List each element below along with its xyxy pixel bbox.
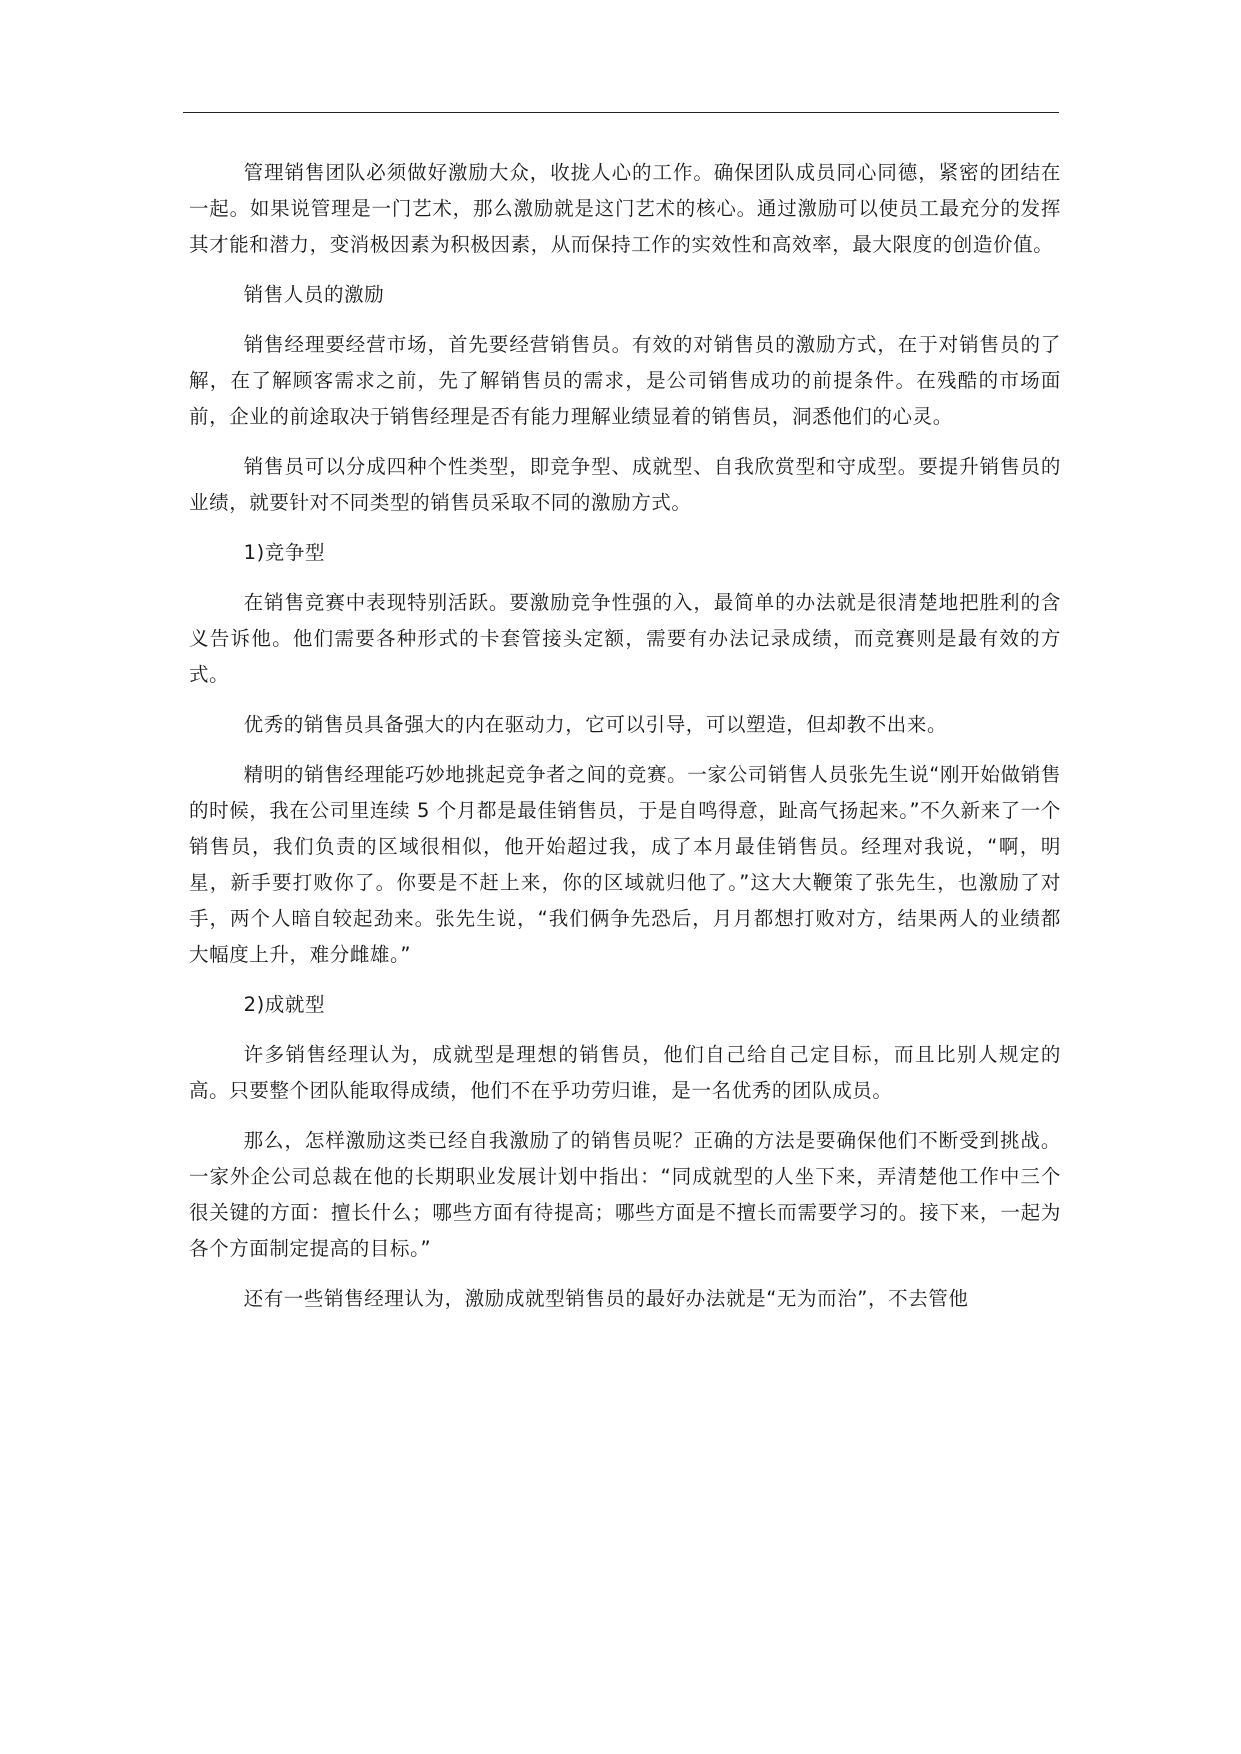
paragraph-laissez-faire: 还有一些销售经理认为，激励成就型销售员的最好办法就是“无为而治”，不去管他 <box>243 1287 969 1310</box>
paragraph-competition-story: 精明的销售经理能巧妙地挑起竞争者之间的竞赛。一家公司销售人员张先生说“刚开始做销售的时候，我在公司里连续 5 个月都是最佳销售员，于是自鸣得意，趾高气扬起来。”不久新来了一个销售员，我们负责的区域很相似，他开始超过我，成了本月最佳销售员。经理对我说，“啊，明星，新手要打败你了。你要是不赶上来，你的区域就归他了。”这大大鞭策了张先生，也激励了对手，两个人暗自较起劲来。张先生说，“我们俩争先恐后，月月都想打败对方，结果两人的业绩都大幅度上升，难分雌雄。” <box>189 763 1061 966</box>
paragraph-competitive-desc: 在销售竞赛中表现特别活跃。要激励竞争性强的入，最简单的办法就是很清楚地把胜利的含义告诉他。他们需要各种形式的卡套管接头定额，需要有办法记录成绩，而竞赛则是最有效的方式。 <box>189 591 1061 686</box>
document-body <box>189 155 1061 1331</box>
paragraph-achievement-desc: 许多销售经理认为，成就型是理想的销售员，他们自己给自己定目标，而且比别人规定的高。只要整个团队能取得成绩，他们不在乎功劳归谁，是一名优秀的团队成员。 <box>189 1043 1061 1102</box>
paragraph-four-types: 销售员可以分成四种个性类型，即竞争型、成就型、自我欣赏型和守成型。要提升销售员的业绩，就要针对不同类型的销售员采取不同的激励方式。 <box>189 455 1061 514</box>
paragraph-intro: 管理销售团队必须做好激励大众，收拢人心的工作。确保团队成员同心同德，紧密的团结在一起。如果说管理是一门艺术，那么激励就是这门艺术的核心。通过激励可以使员工最充分的发挥其才能和潜力，变消极因素为积极因素，从而保持工作的实效性和高效率，最大限度的创造价值。 <box>189 161 1061 256</box>
subheading-achievement: 2)成就型 <box>243 993 326 1016</box>
section-heading-sales-motivation: 销售人员的激励 <box>243 283 385 306</box>
paragraph-inner-drive: 优秀的销售员具备强大的内在驱动力，它可以引导，可以塑造，但却教不出来。 <box>243 713 948 736</box>
subheading-competitive: 1)竞争型 <box>243 541 326 564</box>
paragraph-challenge: 那么，怎样激励这类已经自我激励了的销售员呢？正确的方法是要确保他们不断受到挑战。一家外企公司总裁在他的长期职业发展计划中指出：“同成就型的人坐下来，弄清楚他工作中三个很关键的方面：擅长什么；哪些方面有待提高；哪些方面是不擅长而需要学习的。接下来，一起为各个方面制定提高的目标。” <box>189 1129 1061 1260</box>
paragraph-manage-salespeople: 销售经理要经营市场，首先要经营销售员。有效的对销售员的激励方式，在于对销售员的了解，在了解顾客需求之前，先了解销售员的需求，是公司销售成功的前提条件。在残酷的市场面前，企业的前途取决于销售经理是否有能力理解业绩显着的销售员，洞悉他们的心灵。 <box>189 333 1061 428</box>
header-rule <box>183 112 1059 113</box>
